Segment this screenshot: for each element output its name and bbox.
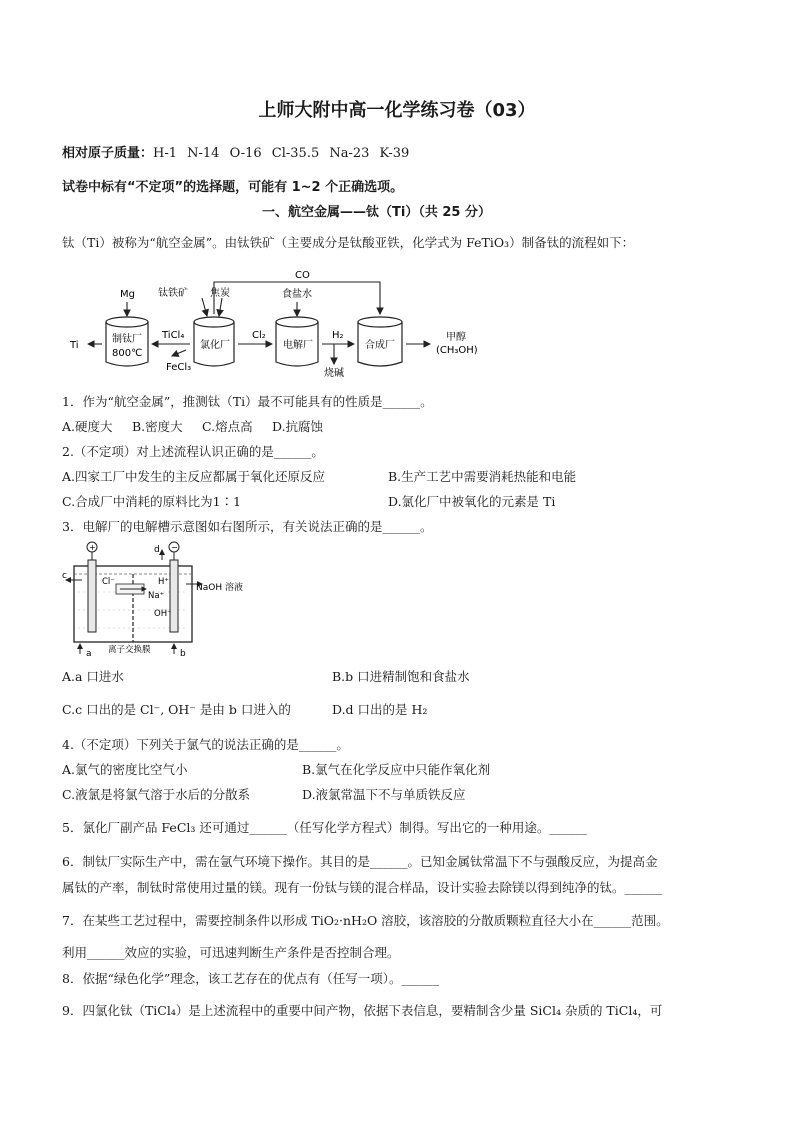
q7-line-1: 7．在某些工艺过程中，需要控制条件以形成 TiO₂·nH₂O 溶胶，该溶胶的分散质颗粒直径大小在______范围。 [62, 913, 669, 928]
q4-option-b: B.氯气在化学反应中只能作氧化剂 [302, 762, 491, 777]
label-mg: Mg [120, 289, 135, 300]
flow-diagram [62, 264, 502, 384]
label-brine: 食盐水 [282, 289, 312, 300]
q1-option-d: D.抗腐蚀 [272, 419, 324, 434]
label-caustic: 烧碱 [324, 368, 344, 379]
plant-ti-temp: 800℃ [112, 348, 143, 359]
label-ticl4: TiCl₄ [162, 330, 185, 341]
q8-text: 8．依据“绿色化学”理念，该工艺存在的优点有（任写一项）。______ [62, 971, 439, 986]
q1-option-a: A.硬度大 [62, 419, 113, 434]
q2-option-d: D.氯化厂中被氧化的元素是 Ti [388, 494, 556, 509]
q5-text: 5．氯化厂副产品 FeCl₃ 还可通过______（任写化学方程式）制得。写出它的一种用途。______ [62, 820, 587, 835]
section-heading: 一、航空金属——钛（Ti）（共 25 分） [262, 205, 491, 220]
q4-option-c: C.液氯是将氯气溶于水后的分散系 [62, 787, 251, 802]
q1-stem: 1．作为“航空金属”，推测钛（Ti）最不可能具有的性质是______。 [62, 394, 433, 409]
membrane-label: 离子交换膜 [108, 645, 151, 655]
port-b: b [180, 649, 186, 658]
label-cl2: Cl₂ [252, 330, 266, 341]
intro-text: 钛（Ti）被称为“航空金属”。由钛铁矿（主要成分是钛酸亚铁，化学式为 FeTiO₃）制备钛的流程如下： [62, 235, 635, 250]
q3-option-b: B.b 口进精制饱和食盐水 [332, 669, 470, 684]
label-ore: 钛铁矿 [158, 288, 188, 299]
ion-na: Na⁺ [148, 591, 165, 601]
label-co: CO [295, 270, 310, 281]
svg-text:+: + [89, 543, 96, 552]
q3-stem: 3．电解厂的电解槽示意图如右图所示，有关说法正确的是______。 [62, 519, 433, 534]
plant-elec-name: 电解厂 [283, 340, 313, 351]
svg-text:−: − [171, 543, 178, 552]
q4-option-a: A.氯气的密度比空气小 [62, 762, 188, 777]
label-methanol-formula: (CH₃OH) [436, 345, 478, 356]
label-coke: 焦炭 [210, 288, 230, 299]
q4-option-d: D.液氯常温下不与单质铁反应 [302, 787, 466, 802]
q1-option-b: B.密度大 [132, 419, 183, 434]
q7-line-2: 利用______效应的实验，可迅速判断生产条件是否控制合理。 [62, 945, 400, 960]
q3-option-c: C.c 口出的是 Cl⁻, OH⁻ 是由 b 口进入的 [62, 702, 291, 717]
q2-option-b: B.生产工艺中需要消耗热能和电能 [388, 469, 577, 484]
q1-option-c: C.熔点高 [202, 419, 253, 434]
q2-option-a: A.四家工厂中发生的主反应都属于氧化还原反应 [62, 469, 326, 484]
q3-option-a: A.a 口进水 [62, 669, 124, 684]
plant-ti-name: 制钛厂 [112, 334, 142, 345]
page-title: 上师大附中高一化学练习卷（03） [258, 100, 536, 121]
label-methanol: 甲醇 [446, 332, 466, 343]
port-d: d [154, 545, 160, 555]
q6-line-2: 属钛的产率，制钛时常使用过量的镁。现有一份钛与镁的混合样品，设计实验去除镁以得到纯净的钛。______ [62, 880, 663, 895]
ion-cl: Cl⁻ [102, 577, 115, 587]
atomic-mass-label: 相对原子质量： [62, 146, 154, 161]
label-ti-product: Ti [70, 340, 79, 351]
ion-oh: OH⁻ [154, 609, 172, 619]
exam-note: 试卷中标有“不定项”的选择题，可能有 1~2 个正确选项。 [62, 180, 404, 195]
q3-option-d: D.d 口出的是 H₂ [332, 702, 428, 717]
q9-text: 9．四氯化钛（TiCl₄）是上述流程中的重要中间产物，依据下表信息，要精制含少量 SiCl₄ 杂质的 TiCl₄，可 [62, 1003, 663, 1018]
electrolysis-cell-diagram [62, 540, 262, 658]
ion-h: H⁺ [158, 577, 169, 587]
q6-line-1: 6．制钛厂实际生产中，需在氩气环境下操作。其目的是______。已知金属钛常温下不与强酸反应，为提高金 [62, 854, 658, 869]
label-fecl3: FeCl₃ [166, 362, 192, 373]
naoh-label: NaOH 溶液 [196, 583, 243, 593]
plant-chlor-name: 氯化厂 [200, 340, 230, 351]
atomic-mass-values: H-1 N-14 O-16 Cl-35.5 Na-23 K-39 [153, 146, 410, 161]
q2-option-c: C.合成厂中消耗的原料比为1∶1 [62, 494, 241, 509]
atomic-mass-line [62, 142, 409, 161]
label-h2: H₂ [332, 330, 344, 341]
port-c: c [62, 571, 67, 581]
plant-synth-name: 合成厂 [365, 340, 395, 351]
q4-stem: 4.（不定项）下列关于氯气的说法正确的是______。 [62, 737, 349, 752]
q2-stem: 2.（不定项）对上述流程认识正确的是______。 [62, 444, 324, 459]
port-a: a [86, 649, 92, 658]
